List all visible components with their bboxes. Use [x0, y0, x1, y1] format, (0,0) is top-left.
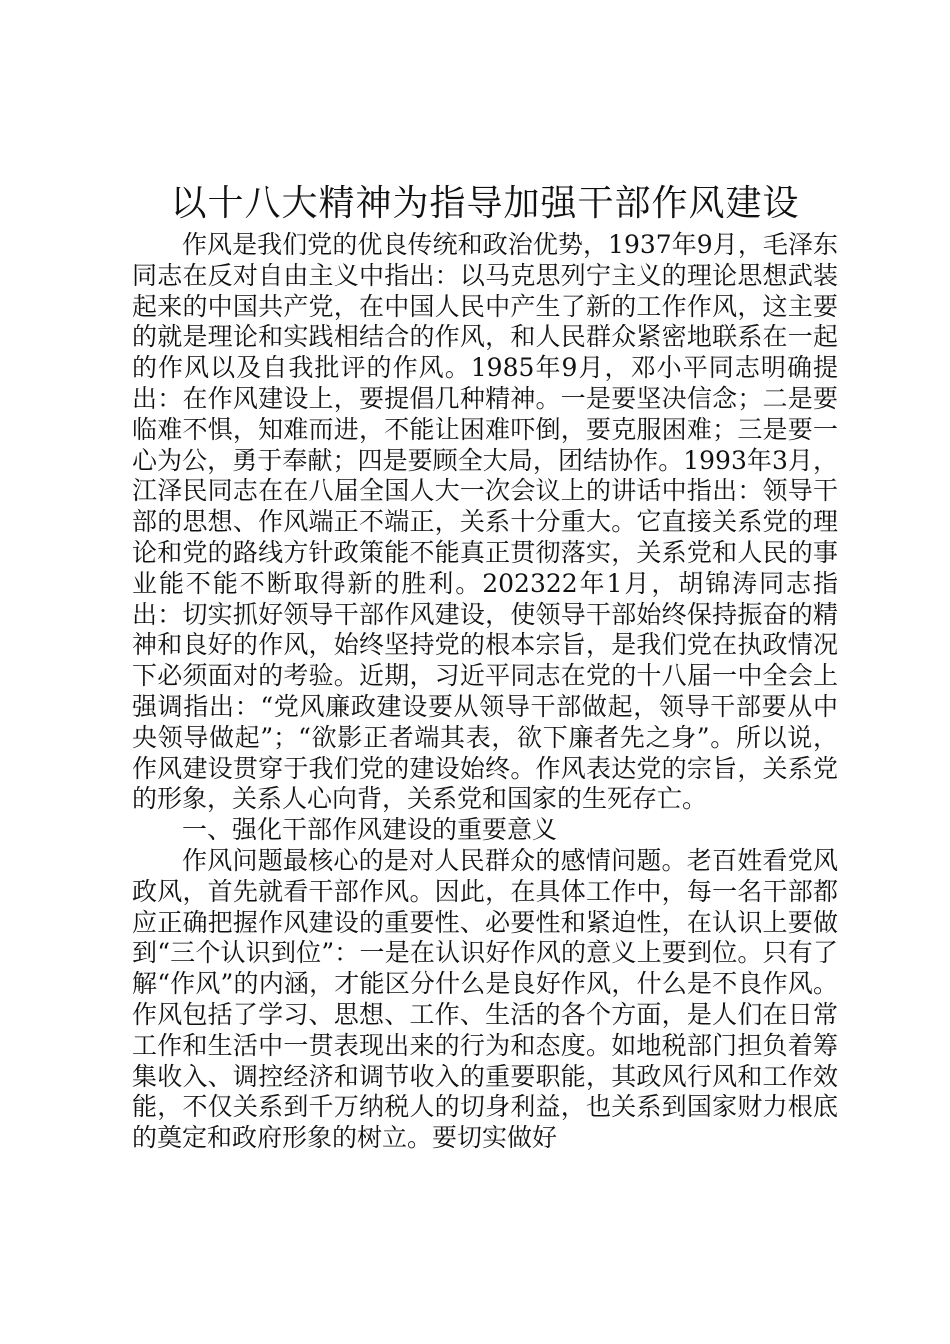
document-body — [132, 180, 838, 1154]
document-title: 以十八大精神为指导加强干部作风建设 — [170, 183, 800, 224]
section-heading: 一、强化干部作风建设的重要意义 — [182, 815, 558, 845]
intro-paragraph: 作风是我们党的优良传统和政治优势，1937年9月，毛泽东同志在反对自由主义中指出：以马克思列宁主义的理论思想武装起来的中国共产党，在中国人民中产生了新的工作作风，这主要的就是理论和实践相结合的作风，和人民群众紧密地联系在一起的作风以及自我批评的作风。1985年9月，邓小平同志明确提出：在作风建设上，要提倡几种精神。一是要坚决信念；二是要临难不惧，知难而进，不能让困难吓倒，要克服困难；三是要一心为公，勇于奉献；四是要顾全大局，团结协作。1993年3月，江泽民同志在在八届全国人大一次会议上的讲话中指出：领导干部的思想、作风端正不端正，关系十分重大。它直接关系党的理论和党的路线方针政策能不能真正贯彻落实，关系党和人民的事业能不能不断取得新的胜利。202322年1月，胡锦涛同志指出：切实抓好领导干部作风建设，使领导干部始终保持振奋的精神和良好的作风，始终坚持党的根本宗旨，是我们党在执政情况下必须面对的考验。近期，习近平同志在党的十八届一中全会上强调指出：“党风廉政建设要从领导干部做起，领导干部要从中央领导做起”；“欲影正者端其表，欲下廉者先之身”。所以说，作风建设贯穿于我们党的建设始终。作风表达党的宗旨，关系党的形象，关系人心向背，关系党和国家的生死存亡。 — [132, 230, 838, 814]
section-paragraph: 作风问题最核心的是对人民群众的感情问题。老百姓看党风政风，首先就看干部作风。因此，在具体工作中，每一名干部都应正确把握作风建设的重要性、必要性和紧迫性，在认识上要做到“三个认识到位”：一是在认识好作风的意义上要到位。只有了解“作风”的内涵，才能区分什么是良好作风，什么是不良作风。作风包括了学习、思想、工作、生活的各个方面，是人们在日常工作和生活中一贯表现出来的行为和态度。如地税部门担负着筹集收入、调控经济和调节收入的重要职能，其政风行风和工作效能，不仅关系到千万纳税人的切身利益，也关系到国家财力根底的奠定和政府形象的树立。要切实做好 — [132, 845, 838, 1153]
